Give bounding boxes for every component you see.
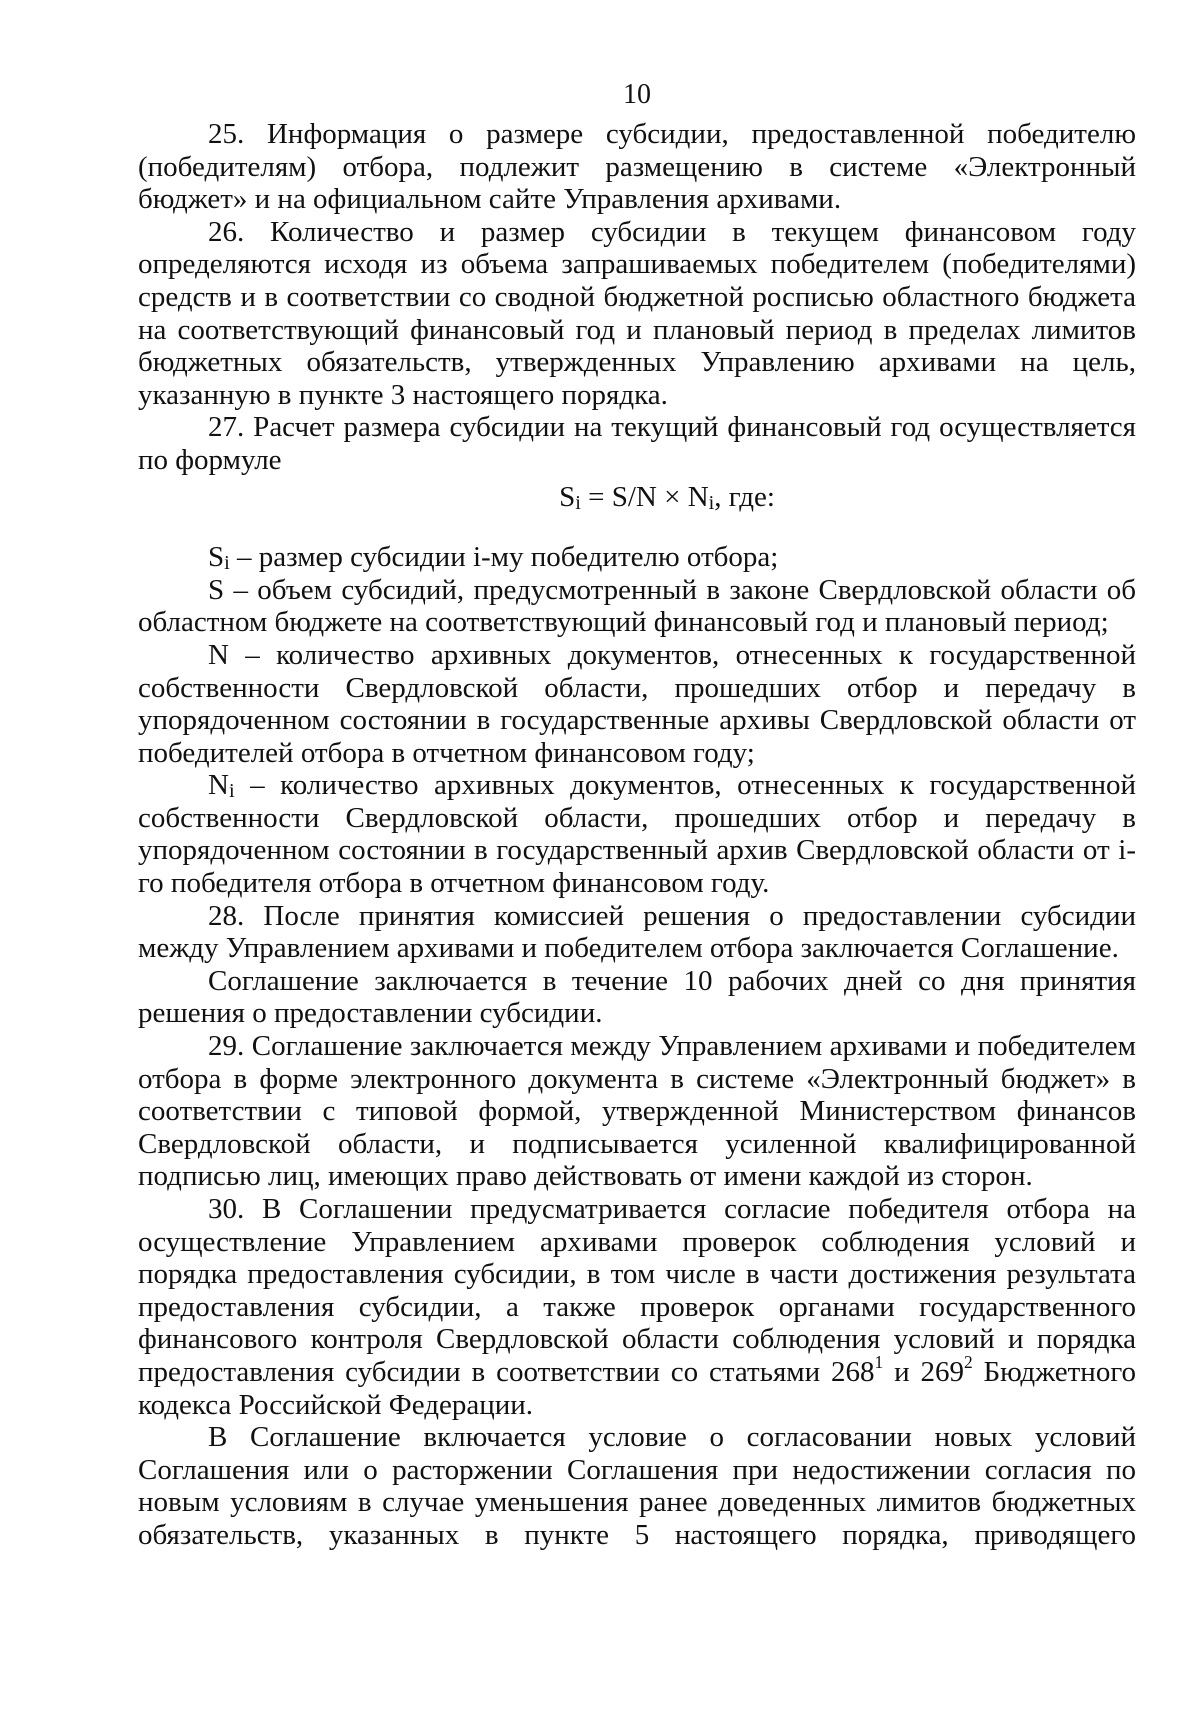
paragraph-25: 25. Информация о размере субсидии, предоставленной победителю (победителям) отбора, подлежит размещению в системе «Электронный бюджет» и на официальном сайте Управления архивами. xyxy=(138,118,1136,216)
paragraph-30 xyxy=(138,1193,1136,1421)
page-number: 10 xyxy=(623,79,651,110)
paragraph-30-continued: В Соглашение включается условие о согласовании новых условий Соглашения или о расторжении Соглашения при недостижении согласия по новым условиям в случае уменьшения ранее доведенных лимитов бюджетных обязательств, указанных в пункте 5 настоящего порядка, приводящего xyxy=(138,1421,1136,1551)
paragraph-30-text-after: Бюджетного кодекса Российской Федерации. xyxy=(138,1355,1136,1421)
formula-middle: = S/N × N xyxy=(580,480,709,513)
paragraph-28: 28. После принятия комиссией решения о предоставлении субсидии между Управлением архивами и победителем отбора заключается Соглашение. xyxy=(138,899,1136,965)
formula-si-index: i xyxy=(575,491,581,514)
paragraph-27: 27. Расчет размера субсидии на текущий финансовый год осуществляется по формуле xyxy=(138,411,1136,476)
article-269-superscript: 2 xyxy=(963,1351,973,1372)
paragraph-26: 26. Количество и размер субсидии в текущем финансовом году определяются исходя из объема запрашиваемых победителем (победителями) средств и в соответствии со сводной бюджетной росписью областного бюджета на соответствующий финансовый год и плановый период в пределах лимитов бюджетных обязательств, утвержденных Управлению архивами на цель, указанную в пункте 3 настоящего порядка. xyxy=(138,215,1136,411)
definition-si-index: i xyxy=(224,552,230,575)
definition-ni-index: i xyxy=(228,780,235,803)
definition-s: S – объем субсидий, предусмотренный в законе Свердловской области об областном бюджете на соответствующий финансовый год и плановый период; xyxy=(138,573,1136,639)
definition-si-text: – размер субсидии i-му победителю отбора; xyxy=(229,541,779,574)
paragraph-30-text-middle: и 269 xyxy=(883,1355,964,1388)
definition-n: N – количество архивных документов, отнесенных к государственной собственности Свердловской области, прошедших отбор и передачу в упорядоченном состоянии в государственные архивы Свердловской области от победителей отбора в отчетном финансовом году; xyxy=(138,638,1136,769)
paragraph-30-text-before: 30. В Соглашении предусматривается согласие победителя отбора на осуществление Управлением архивами проверок соблюдения условий и порядка предоставления субсидии, в том числе в части достижения результата предоставления субсидии, а также проверок органами государственного финансового контроля Свердловской области соблюдения условий и порядка предоставления субсидии в соответствии со статьями 268 xyxy=(138,1193,1136,1388)
definition-si xyxy=(138,541,1136,574)
definition-ni-symbol: N xyxy=(208,769,229,802)
definition-ni-text: – количество архивных документов, отнесенных к государственной собственности Свердловской области, прошедших отбор и передачу в упорядоченном состоянии в государственный архив Свердловской области от i-го победителя отбора в отчетном финансовом году. xyxy=(138,769,1136,900)
definition-ni xyxy=(138,769,1136,899)
paragraph-29: 29. Соглашение заключается между Управлением архивами и победителем отбора в форме электронного документа в системе «Электронный бюджет» в соответствии с типовой формой, утвержденной Министерством финансов Свердловской области, и подписывается усиленной квалифицированной подписью лиц, имеющих право действовать от имени каждой из сторон. xyxy=(138,1030,1136,1193)
formula-si-symbol: S xyxy=(559,480,576,513)
subsidy-formula xyxy=(138,481,1136,514)
paragraph-28-continued: Соглашение заключается в течение 10 рабочих дней со дня принятия решения о предоставлении субсидии. xyxy=(138,964,1136,1030)
article-268-superscript: 1 xyxy=(874,1351,884,1372)
definition-si-symbol: S xyxy=(208,541,225,574)
formula-ni-index: i xyxy=(708,491,715,514)
document-page xyxy=(138,78,1136,1552)
formula-tail: , где: xyxy=(714,480,775,513)
